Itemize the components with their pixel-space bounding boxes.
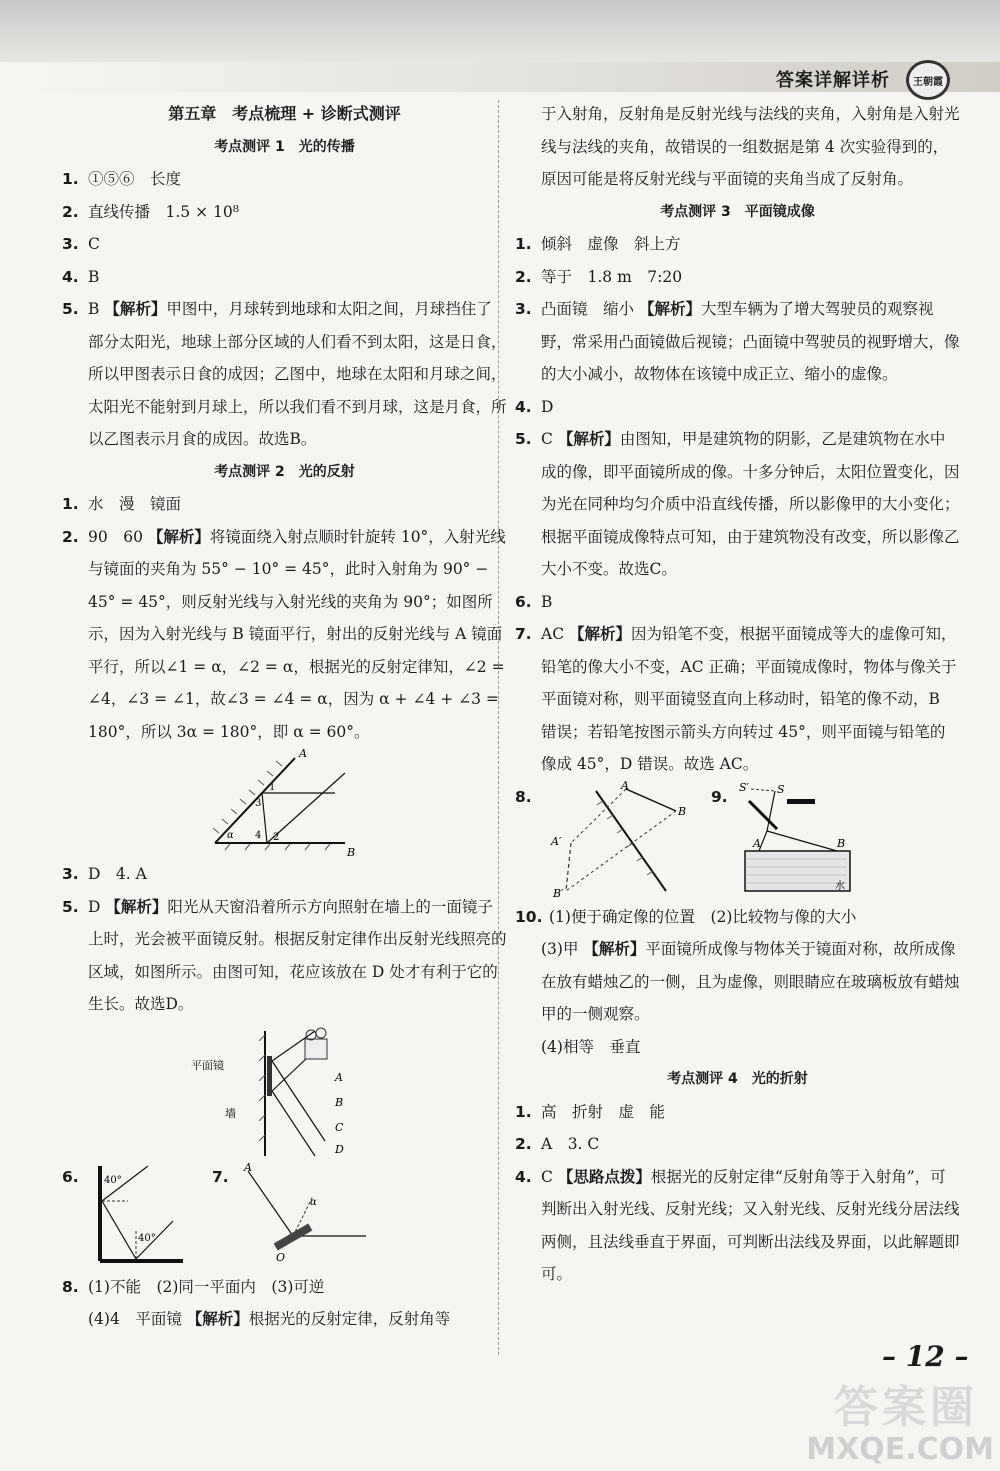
answer-item: 2. 等于 1.8 m 7:20 — [515, 267, 683, 286]
label-a-prime: A′ — [551, 834, 562, 848]
answer-item: 2. 直线传播 1.5 × 10⁸ — [62, 202, 239, 221]
label-b: B — [334, 1095, 343, 1109]
label-o: O — [276, 1250, 286, 1264]
watermark-logo: 答案圈 — [834, 1382, 978, 1433]
angle-label-2: 40° — [138, 1232, 156, 1244]
label-b: B — [346, 846, 355, 858]
label-b-prime: B′ — [553, 886, 564, 900]
publisher-logo: 王朝霞 — [906, 60, 950, 100]
answer-item: 1. 倾斜 虚像 斜上方 — [515, 235, 681, 253]
answer-item: 1. 水 漫 镜面 — [62, 495, 182, 513]
answer-item: 1. 高 折射 虚 能 — [515, 1102, 666, 1121]
angle-label-1: 40° — [104, 1174, 122, 1186]
angle-4-label: 4 — [254, 830, 261, 841]
answer-item: 3. D 4. A — [62, 865, 147, 883]
plane-mirror-figure-8 — [541, 781, 691, 901]
figure-row-6-7 — [62, 1161, 507, 1271]
item-number-9: 9. — [711, 787, 728, 806]
answer-continuation: (4)4 平面镜 【解析】根据光的反射定律，反射角等 — [88, 1310, 451, 1328]
answer-item: 3. 凸面镜 缩小 【解析】大型车辆为了增大驾驶员的观察视野，常采用凸面镜做后视镜；凸面镜中驾驶员的视野增大，像的大小减小，故物体在该镜中成正立、缩小的虚像。 — [515, 300, 960, 383]
item-number-8: 8. — [515, 787, 532, 806]
answer-item: 2. A 3. C — [515, 1135, 600, 1153]
page-number: – 12 – — [882, 1340, 969, 1373]
label-a: A — [298, 748, 307, 760]
answer-item: 2. 90 60 【解析】将镜面绕入射点顺时针旋转 10°，入射光线与镜面的夹角为 55° − 10° = 45°，此时入射角为 90° − 45° = 45°，则反射光线与入射光线的夹角为 90°；如图所示，因为入射光线与 B 镜面平行，射出的反射光线与 A 镜面平行，所以∠1 = α，∠2 = α，根据光的反射定律知，∠2 = ∠4，∠3 = ∠1，故∠3 = ∠4 = α，因为 α + ∠4 + ∠3 = 180°，所以 3α = 180°，即 α = 60°。 — [62, 527, 506, 741]
label-s: S — [777, 782, 785, 796]
answer-item: 5. D 【解析】阳光从天窗沿着所示方向照射在墙上的一面镜子上时，光会被平面镜反射。根据反射定律作出反射光线照亮的区域，如图所示。由图可知，花应该放在 D 处才有利于它的生长。故选D。 — [62, 897, 507, 1013]
label-c: C — [334, 1120, 343, 1134]
label-a: A — [244, 1160, 252, 1174]
mirror-label: 平面镜 — [190, 1058, 224, 1072]
item-number-7: 7. — [212, 1167, 229, 1186]
watermark-url: MXQE.COM — [806, 1432, 994, 1467]
label-a: A — [334, 1070, 343, 1084]
answer-item: 1. ①⑤⑥ 长度 — [62, 170, 182, 188]
label-b: B — [678, 804, 687, 818]
wall-label: 墙 — [224, 1106, 236, 1120]
answer-item: 6. B — [515, 592, 553, 611]
header-title: 答案详解详析 — [776, 70, 890, 91]
label-d: D — [334, 1142, 344, 1156]
angle-1-label: 1 — [268, 782, 275, 793]
chapter-title: 第五章 考点梳理 + 诊断式测评 — [168, 104, 401, 123]
angle-alpha-label: α — [310, 1196, 317, 1208]
label-a: A — [753, 836, 761, 850]
reflection-figure-7 — [238, 1161, 368, 1271]
angle-2-label: 2 — [272, 832, 279, 843]
section-title-2: 考点测评 2 光的反射 — [214, 463, 355, 480]
answer-item: 5. B 【解析】甲图中，月球转到地球和太阳之间，月球挡住了部分太阳光，地球上部分区域的人们看不到太阳，这是日食，所以甲图表示日食的成因；乙图中，地球在太阳和月球之间，太阳光不能射到月球上，所以我们看不到月球，这是月食，所以乙图表示月食的成因。故选B。 — [62, 300, 507, 448]
answer-item: 7. AC 【解析】因为铅笔不变，根据平面镜成等大的虚像可知，铅笔的像大小不变，AC 正确；平面镜成像时，物体与像关于平面镜对称，则平面镜竖直向上移动时，铅笔的像不动，B 错误；若铅笔按图示箭头方向转过 45°，则平面镜与铅笔的像成 45°，D 错误。故选 AC。 — [515, 625, 957, 773]
angle-3-label: 3 — [254, 798, 261, 809]
reflection-figure-6 — [88, 1161, 188, 1271]
section-title-4: 考点测评 4 光的折射 — [667, 1071, 808, 1087]
angle-alpha-label: α — [226, 830, 234, 841]
right-column — [515, 98, 960, 1291]
wall-mirror-figure — [185, 1021, 385, 1161]
label-s-prime: S′ — [739, 780, 750, 794]
answer-item: 8. (1)不能 (2)同一平面内 (3)可逆 — [62, 1277, 325, 1296]
label-a: A — [621, 780, 629, 792]
water-label: 水 — [835, 880, 845, 892]
answer-item: 5. C 【解析】由图知，甲是建筑物的阴影，乙是建筑物在水中成的像，即平面镜所成的像。十多分钟后，太阳位置变化，因为光在同种均匀介质中沿直线传播，所以影像甲的大小变化；根据平面镜成像特点可知，由于建筑物没有改变，所以影像乙大小不变。故选C。 — [515, 430, 960, 578]
figure-row-8-9 — [515, 781, 960, 901]
label-b: B — [837, 836, 846, 850]
answer-continuation: 于入射角，反射角是反射光线与法线的夹角，入射角是入射光线与法线的夹角，故错误的一组数据是第 4 次实验得到的，原因可能是将反射光线与平面镜的夹角当成了反射角。 — [541, 105, 960, 188]
section-title-1: 考点测评 1 光的传播 — [214, 138, 355, 155]
answer-continuation: (4)相等 垂直 — [541, 1037, 641, 1056]
left-column — [62, 98, 507, 1336]
item-number-6: 6. — [62, 1167, 79, 1186]
section-title-3: 考点测评 3 平面镜成像 — [660, 203, 815, 220]
answer-item: 4. C 【思路点拨】根据光的反射定律“反射角等于入射角”，可判断出入射光线、反射光线；又入射光线、反射光线分居法线两侧，且法线垂直于界面，可判断出法线及界面，以此解题即可。 — [515, 1167, 960, 1283]
answer-item: 3. C — [62, 235, 100, 253]
answer-item: 10. (1)便于确定像的位置 (2)比较物与像的大小 — [515, 907, 857, 926]
mirror-angle-figure — [195, 748, 375, 858]
water-reflection-figure-9 — [737, 781, 857, 901]
answer-continuation: (3)甲 【解析】平面镜所成像与物体关于镜面对称，故所成像在放有蜡烛乙的一侧，且为虚像，则眼睛应在玻璃板放有蜡烛甲的一侧观察。 — [541, 940, 960, 1023]
answer-item: 4. B — [62, 267, 100, 286]
answer-item: 4. D — [515, 397, 554, 416]
